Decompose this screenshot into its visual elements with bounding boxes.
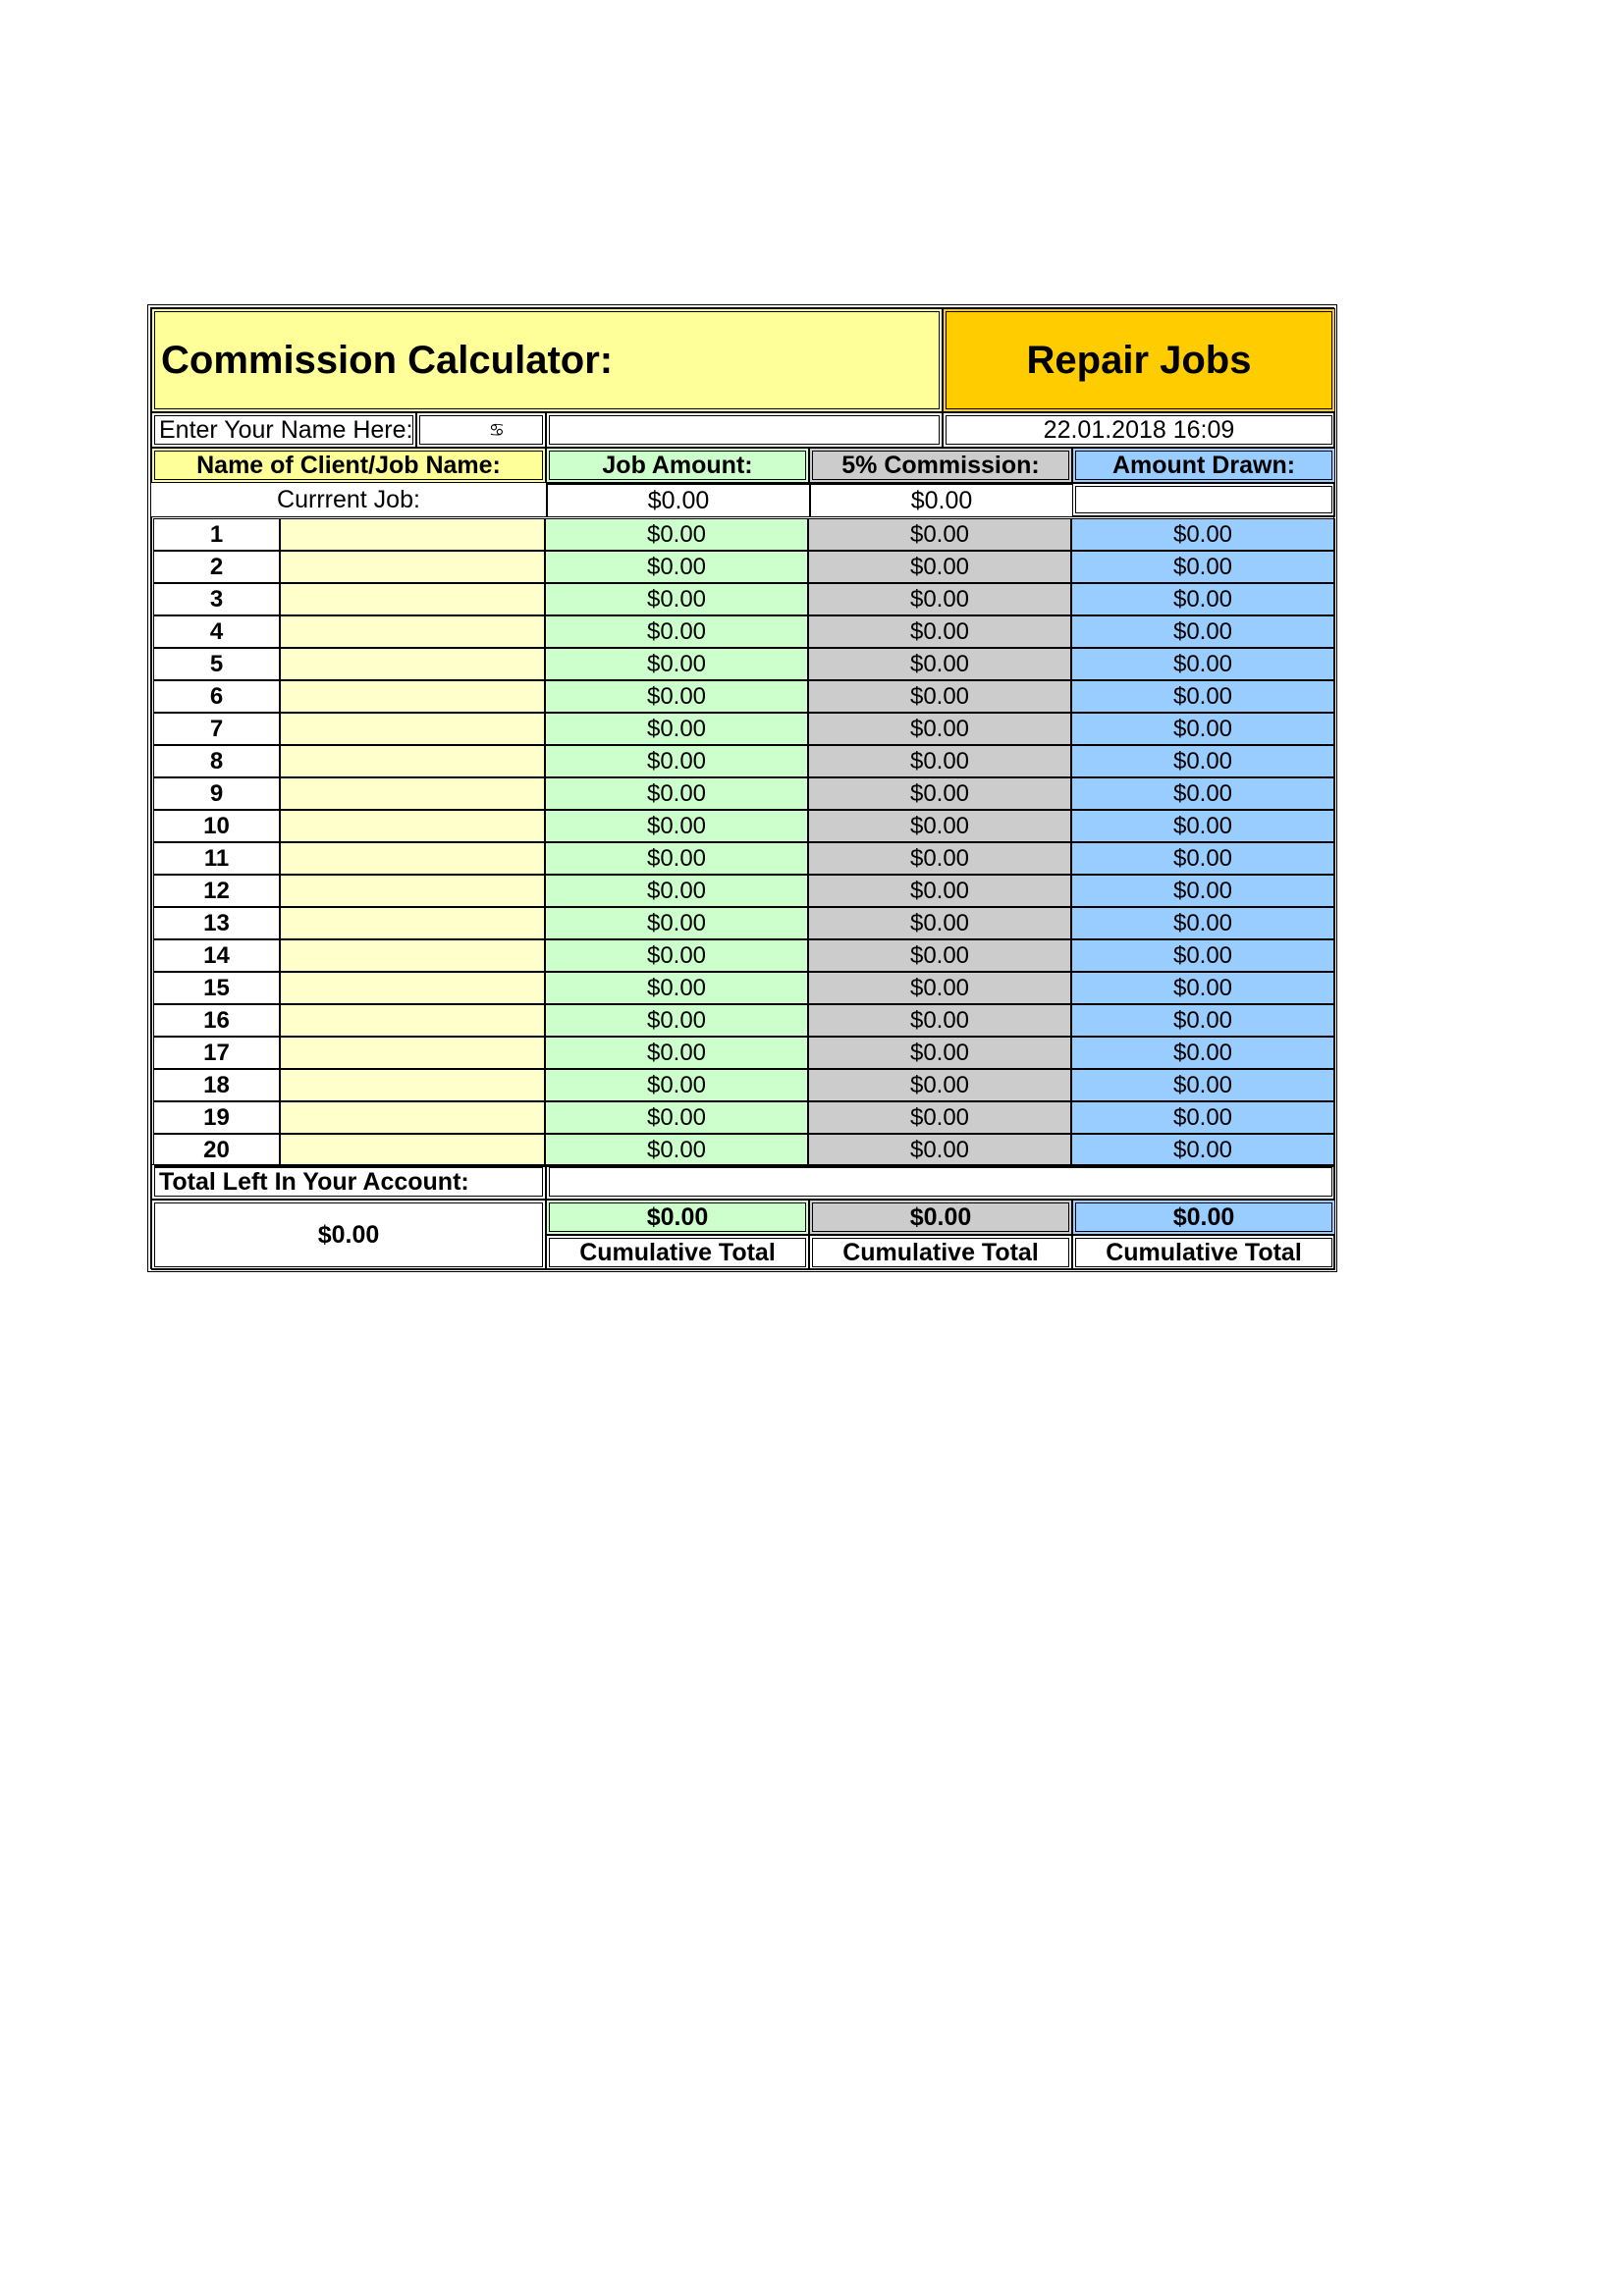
job-amount-cell[interactable]: $0.00 <box>546 1070 809 1102</box>
amount-drawn-cell[interactable]: $0.00 <box>1072 1070 1335 1102</box>
table-row <box>154 746 1335 778</box>
current-job-amount: $0.00 <box>546 483 809 516</box>
table-row <box>154 616 1335 649</box>
commission-cell: $0.00 <box>809 649 1072 681</box>
row-number: 8 <box>154 746 281 778</box>
commission-cell: $0.00 <box>809 1005 1072 1038</box>
row-number: 4 <box>154 616 281 649</box>
table-row <box>154 584 1335 616</box>
amount-drawn-cell[interactable]: $0.00 <box>1072 714 1335 746</box>
total-commission: $0.00 <box>809 1200 1072 1235</box>
job-amount-cell[interactable]: $0.00 <box>546 584 809 616</box>
row-number: 11 <box>154 843 281 876</box>
table-row <box>154 1005 1335 1038</box>
commission-cell: $0.00 <box>809 843 1072 876</box>
table-row <box>154 1038 1335 1070</box>
client-name-cell[interactable] <box>281 649 546 681</box>
amount-drawn-cell[interactable]: $0.00 <box>1072 1135 1335 1167</box>
client-name-cell[interactable] <box>281 843 546 876</box>
commission-cell: $0.00 <box>809 1102 1072 1135</box>
account-total-spacer <box>546 1164 1335 1200</box>
row-number: 12 <box>154 876 281 908</box>
total-amount-drawn: $0.00 <box>1072 1200 1335 1235</box>
client-name-cell[interactable] <box>281 1135 546 1167</box>
commission-cell: $0.00 <box>809 940 1072 973</box>
table-row <box>154 1135 1335 1167</box>
column-header-client: Name of Client/Job Name: <box>151 448 546 483</box>
row-number: 7 <box>154 714 281 746</box>
table-row <box>154 519 1335 552</box>
job-amount-cell[interactable]: $0.00 <box>546 778 809 811</box>
current-job-label: Currrent Job: <box>277 485 420 513</box>
table-row <box>154 940 1335 973</box>
column-header-job-amount: Job Amount: <box>546 448 809 483</box>
job-rows <box>151 516 1335 1164</box>
client-name-cell[interactable] <box>281 552 546 584</box>
amount-drawn-cell[interactable]: $0.00 <box>1072 584 1335 616</box>
job-amount-cell[interactable]: $0.00 <box>546 1135 809 1167</box>
job-amount-cell[interactable]: $0.00 <box>546 940 809 973</box>
table-row <box>154 681 1335 714</box>
amount-drawn-cell[interactable]: $0.00 <box>1072 908 1335 940</box>
client-name-cell[interactable] <box>281 940 546 973</box>
client-name-cell[interactable] <box>281 1038 546 1070</box>
account-total-label: Total Left In Your Account: <box>151 1164 546 1200</box>
amount-drawn-cell[interactable]: $0.00 <box>1072 649 1335 681</box>
amount-drawn-cell[interactable]: $0.00 <box>1072 843 1335 876</box>
amount-drawn-cell[interactable]: $0.00 <box>1072 1038 1335 1070</box>
commission-cell: $0.00 <box>809 778 1072 811</box>
job-amount-cell[interactable]: $0.00 <box>546 616 809 649</box>
client-name-cell[interactable] <box>281 1070 546 1102</box>
row-number: 3 <box>154 584 281 616</box>
client-name-cell[interactable] <box>281 746 546 778</box>
cumulative-total-label-job-amount: Cumulative Total <box>546 1235 809 1270</box>
cumulative-total-label-amount-drawn: Cumulative Total <box>1072 1235 1335 1270</box>
row-number: 10 <box>154 811 281 843</box>
amount-drawn-cell[interactable]: $0.00 <box>1072 778 1335 811</box>
job-amount-cell[interactable]: $0.00 <box>546 649 809 681</box>
cumulative-total-label-commission: Cumulative Total <box>809 1235 1072 1270</box>
row-number: 17 <box>154 1038 281 1070</box>
job-amount-cell[interactable]: $0.00 <box>546 973 809 1005</box>
client-name-cell[interactable] <box>281 778 546 811</box>
job-amount-cell[interactable]: $0.00 <box>546 908 809 940</box>
table-row <box>154 649 1335 681</box>
commission-cell: $0.00 <box>809 1038 1072 1070</box>
commission-calculator-sheet <box>147 304 1337 1272</box>
amount-drawn-cell[interactable]: $0.00 <box>1072 811 1335 843</box>
amount-drawn-cell[interactable]: $0.00 <box>1072 973 1335 1005</box>
name-input[interactable] <box>546 412 943 448</box>
amount-drawn-cell[interactable]: $0.00 <box>1072 1102 1335 1135</box>
table-row <box>154 552 1335 584</box>
row-number: 14 <box>154 940 281 973</box>
commission-cell: $0.00 <box>809 681 1072 714</box>
amount-drawn-cell[interactable]: $0.00 <box>1072 1005 1335 1038</box>
sheet-subtitle: Repair Jobs <box>943 308 1335 412</box>
cancer-zodiac-icon: ♋ <box>416 412 546 448</box>
client-name-cell[interactable] <box>281 1005 546 1038</box>
amount-drawn-cell[interactable]: $0.00 <box>1072 519 1335 552</box>
commission-cell: $0.00 <box>809 1070 1072 1102</box>
job-amount-cell[interactable]: $0.00 <box>546 876 809 908</box>
table-row <box>154 908 1335 940</box>
job-amount-cell[interactable]: $0.00 <box>546 843 809 876</box>
client-name-cell[interactable] <box>281 908 546 940</box>
job-amount-cell[interactable]: $0.00 <box>546 681 809 714</box>
amount-drawn-cell[interactable]: $0.00 <box>1072 876 1335 908</box>
table-row <box>154 714 1335 746</box>
client-name-cell[interactable] <box>281 584 546 616</box>
job-amount-cell[interactable]: $0.00 <box>546 552 809 584</box>
job-amount-cell[interactable]: $0.00 <box>546 811 809 843</box>
row-number: 20 <box>154 1135 281 1167</box>
current-job-commission: $0.00 <box>809 483 1072 516</box>
commission-cell: $0.00 <box>809 876 1072 908</box>
amount-drawn-cell[interactable]: $0.00 <box>1072 746 1335 778</box>
commission-cell: $0.00 <box>809 1135 1072 1167</box>
table-row <box>154 1102 1335 1135</box>
amount-drawn-cell[interactable]: $0.00 <box>1072 681 1335 714</box>
client-name-cell[interactable] <box>281 973 546 1005</box>
job-amount-cell[interactable]: $0.00 <box>546 1005 809 1038</box>
client-name-cell[interactable] <box>281 811 546 843</box>
row-number: 9 <box>154 778 281 811</box>
job-amount-cell[interactable]: $0.00 <box>546 1038 809 1070</box>
commission-cell: $0.00 <box>809 746 1072 778</box>
table-row <box>154 811 1335 843</box>
table-row <box>154 1070 1335 1102</box>
job-amount-cell[interactable]: $0.00 <box>546 1102 809 1135</box>
commission-cell: $0.00 <box>809 584 1072 616</box>
amount-drawn-cell[interactable]: $0.00 <box>1072 616 1335 649</box>
total-job-amount: $0.00 <box>546 1200 809 1235</box>
client-name-cell[interactable] <box>281 681 546 714</box>
client-name-cell[interactable] <box>281 876 546 908</box>
row-number: 15 <box>154 973 281 1005</box>
commission-cell: $0.00 <box>809 714 1072 746</box>
row-number: 13 <box>154 908 281 940</box>
commission-cell: $0.00 <box>809 908 1072 940</box>
table-row <box>154 973 1335 1005</box>
row-number: 16 <box>154 1005 281 1038</box>
commission-cell: $0.00 <box>809 973 1072 1005</box>
column-header-commission: 5% Commission: <box>809 448 1072 483</box>
current-job-drawn <box>1072 483 1335 516</box>
amount-drawn-cell[interactable]: $0.00 <box>1072 552 1335 584</box>
sheet-title: Commission Calculator: <box>151 308 943 412</box>
account-total-value: $0.00 <box>151 1200 546 1270</box>
row-number: 1 <box>154 519 281 552</box>
date-time: 22.01.2018 16:09 <box>943 412 1335 448</box>
row-number: 18 <box>154 1070 281 1102</box>
amount-drawn-cell[interactable]: $0.00 <box>1072 940 1335 973</box>
table-row <box>154 843 1335 876</box>
table-row <box>154 778 1335 811</box>
row-number: 2 <box>154 552 281 584</box>
column-header-amount-drawn: Amount Drawn: <box>1072 448 1335 483</box>
job-amount-cell[interactable]: $0.00 <box>546 714 809 746</box>
job-amount-cell[interactable]: $0.00 <box>546 746 809 778</box>
commission-cell: $0.00 <box>809 616 1072 649</box>
commission-cell: $0.00 <box>809 552 1072 584</box>
commission-cell: $0.00 <box>809 811 1072 843</box>
client-name-cell[interactable] <box>281 519 546 552</box>
client-name-cell[interactable] <box>281 1102 546 1135</box>
row-number: 6 <box>154 681 281 714</box>
job-amount-cell[interactable]: $0.00 <box>546 519 809 552</box>
client-name-cell[interactable] <box>281 714 546 746</box>
client-name-cell[interactable] <box>281 616 546 649</box>
commission-cell: $0.00 <box>809 519 1072 552</box>
name-label: Enter Your Name Here: <box>151 412 416 448</box>
table-row <box>154 876 1335 908</box>
row-number: 5 <box>154 649 281 681</box>
row-number: 19 <box>154 1102 281 1135</box>
